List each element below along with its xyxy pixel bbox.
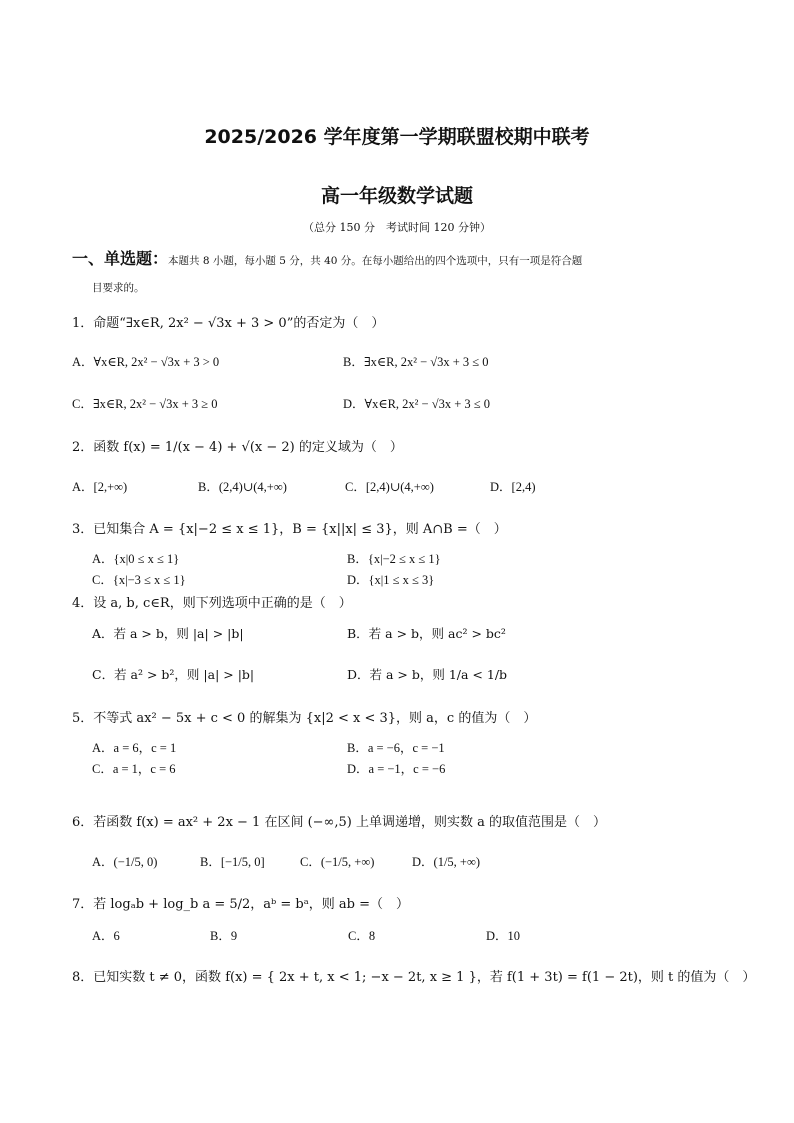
option-a: A．6 [92, 929, 120, 943]
question-stem: 1．命题“∃x∈R, 2x² − √3x + 3 > 0”的否定为（ ） [72, 316, 385, 331]
section-description-continued: 目要求的。 [92, 282, 145, 294]
section-heading-line [72, 246, 582, 269]
option-b: B．{x|−2 ≤ x ≤ 1} [347, 552, 441, 566]
option-b: B．若 a > b，则 ac² > bc² [347, 626, 506, 641]
question-stem: 3．已知集合 A = {x|−2 ≤ x ≤ 1}，B = {x||x| ≤ 3}，则 A∩B =（ ） [72, 522, 507, 537]
question-stem: 8．已知实数 t ≠ 0，函数 f(x) = { 2x + t, x < 1; −x − 2t, x ≥ 1 }，若 f(1 + 3t) = f(1 − 2t)，则 t 的值为（ ） [72, 970, 756, 985]
option-c: C．(−1/5, +∞) [300, 855, 375, 869]
option-b: B．∃x∈R, 2x² − √3x + 3 ≤ 0 [343, 355, 489, 369]
section-description: 本题共 8 小题，每小题 5 分，共 40 分。在每小题给出的四个选项中，只有一项是符合题 [168, 255, 583, 267]
option-a: A．{x|0 ≤ x ≤ 1} [92, 552, 180, 566]
option-c: C．若 a² > b²，则 |a| > |b| [92, 667, 255, 682]
option-c: C．a = 1，c = 6 [92, 762, 176, 776]
question-stem: 7．若 logₐb + log_b a = 5/2，aᵇ = bᵃ，则 ab =（ ） [72, 897, 409, 912]
question-stem: 4．设 a, b, c∈R，则下列选项中正确的是（ ） [72, 596, 352, 611]
option-c: C．∃x∈R, 2x² − √3x + 3 ≥ 0 [72, 397, 218, 411]
option-d: D．{x|1 ≤ x ≤ 3} [347, 573, 435, 587]
option-b: B．(2,4)∪(4,+∞) [198, 480, 287, 494]
option-d: D．[2,4) [490, 480, 536, 494]
option-b: B．[−1/5, 0] [200, 855, 265, 869]
exam-title: 2025/2026 学年度第一学期联盟校期中联考 [204, 126, 590, 148]
option-d: D．若 a > b，则 1/a < 1/b [347, 667, 508, 682]
option-b: B．9 [210, 929, 238, 943]
question-stem: 5．不等式 ax² − 5x + c < 0 的解集为 {x|2 < x < 3}，则 a，c 的值为（ ） [72, 711, 537, 726]
question-stem: 2．函数 f(x) = 1/(x − 4) + √(x − 2) 的定义域为（ ） [72, 440, 403, 455]
option-d: D．∀x∈R, 2x² − √3x + 3 ≤ 0 [343, 397, 490, 411]
option-a: A．若 a > b，则 |a| > |b| [92, 626, 244, 641]
option-d: D．10 [486, 929, 521, 943]
option-a: A．[2,+∞) [72, 480, 128, 494]
option-c: C．[2,4)∪(4,+∞) [345, 480, 434, 494]
option-d: D．a = −1，c = −6 [347, 762, 446, 776]
option-c: C．8 [348, 929, 376, 943]
option-a: A．a = 6，c = 1 [92, 741, 177, 755]
exam-subtitle: 高一年级数学试题 [320, 185, 473, 207]
option-b: B．a = −6，c = −1 [347, 741, 445, 755]
option-c: C．{x|−3 ≤ x ≤ 1} [92, 573, 186, 587]
exam-meta: （总分 150 分 考试时间 120 分钟） [303, 221, 491, 234]
question-stem: 6．若函数 f(x) = ax² + 2x − 1 在区间 (−∞,5) 上单调递增，则实数 a 的取值范围是（ ） [72, 815, 607, 830]
option-a: A．∀x∈R, 2x² − √3x + 3 > 0 [72, 355, 220, 369]
option-a: A．(−1/5, 0) [92, 855, 158, 869]
section-heading: 一、单选题： [72, 249, 169, 268]
option-d: D．(1/5, +∞) [412, 855, 481, 869]
